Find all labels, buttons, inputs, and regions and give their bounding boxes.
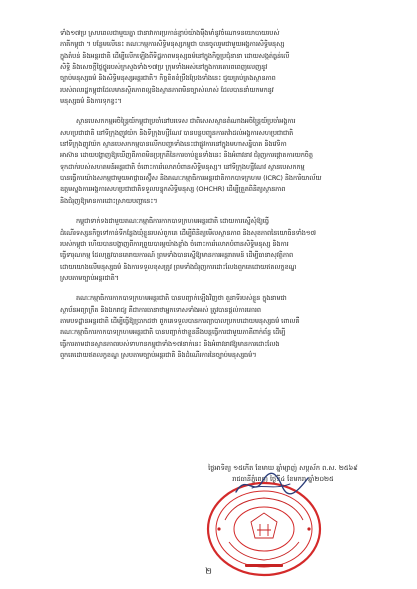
text-line: សិទ្ធិ និងសេចក្ដីថ្លៃថ្នូររបស់ក្រសួងទាំង១៧ប្រ ក្រុមទាំងអស់នៅក្នុងការគោរពពេញលេញនូវ [60,63,268,72]
text-line: ពួកគេដោយឥតលក្ខខណ្ឌ ស្របតាមច្បាប់អន្តរជាតិ និងដំណើរការនៃច្បាប់មនុស្សធម៌។ [60,350,257,359]
text-line: របស់កម្ពុជា ហើយបានបង្ហាញពីការព្រួយបារម្ភយ៉ាងខ្លាំង ចំពោះការរំលោភបំពានសិទ្ធិមនុស្ស និងការ [60,239,289,248]
document-body [60,28,370,370]
text-line: ធ្វើការតាមដានស្ថានភាពរបស់ទាហានកម្ពុជាទាំង១៧នាក់នេះ និងអំពាវនាវឱ្យមានការដោះលែង [60,339,280,348]
text-line: ទុកដាក់របស់សហគមន៍អន្តរជាតិ ចំពោះការរំលោភបំពានសិទ្ធិមនុស្ស។ នៅទីក្រុងហ្សឺណែវ ស្ថានបេសកកម្ម [60,162,305,171]
text-line: ទាំង១៧ប្រ ស្របពេលជាមួយគ្នា ជានាវាការប្រកាន់ខ្ជាប់យ៉ាងមុឹងមាំនូវចំណោទនយោបាយរបស់ [60,29,280,37]
paragraph [60,28,370,107]
text-line: ដោយយោងលើមនុស្សធម៌ និងការទទួលខុសត្រូវ ព្រមទាំងជំរុញការដោះលែងពួកគេដោយឥតលក្ខខណ្ឌ [60,262,297,271]
lunar-date-line: ថ្ងៃអាទិត្យ ១៥កើត ខែមាឃ ឆ្នាំម្សាញ់ សប្ដស័ក ព.ស. ២៥៦៩ [208,464,358,472]
text-line: មនុស្សធម៌ និងការទុកខ្វះ។ [60,97,122,106]
text-line: ធ្វើទារុណកម្ម ដែលត្រូវបានគេរាយការណ៍ ព្រមទាំងបានស្នើឱ្យមានការអន្តរាគមន៍ ដើម្បីធានាសុវត្ថិភាព [60,251,294,260]
text-line: ភាគីកម្ពុជា ។ បន្ថែមលើនេះ គណៈកម្មការសិទ្ធិមនុស្សកម្ពុជា បានចូលរួមជាមួយអង្គការសិទ្ធិមនុស្ស [60,40,285,49]
page-number: ២ [205,567,212,577]
text-line: របស់ពលរដ្ឋកម្ពុជាដែលមានស្ថិតភាពល្អនិងស្ថានភាពមិនច្បាស់លាស់ ដែលបាននាំយកមកនូវ [60,85,274,94]
text-line: គណៈកម្មាធិការកាកបាទក្រហមអន្តរជាតិ បានបញ្ជាក់ថាខ្លួននឹងបន្តធ្វើការជាមួយភាគីពាក់ព័ន្ធ ដើម្បី [60,328,286,337]
text-line: ដំណើរទស្សនកិច្ចទៅកាន់ទីកន្លែងឃុំខ្លួនរបស់ពួកគេ ដើម្បីពិនិត្យមើលស្ថានភាព និងសុខភាពនៃយោធិនទាំង១៧ [60,228,316,237]
text-line: អាស៊ាន ដោយបង្ហាញឱ្យឃើញពីភាពមិនប្រក្រតីនៃការចាប់ខ្លួនទាំងនេះ និងអំពាវនាវ ជំរុញការផ្ដោតការយកចិត្ត [60,151,313,160]
paragraph [60,216,370,284]
paragraph [60,116,370,207]
text-line: ស្ថាប័នអព្យាក្រឹត និងឯករាជ្យ គឺជាការធានាថាអ្នកទោសទាំងអស់ ត្រូវបានផ្ដល់ការគោរព [60,305,261,314]
text-line: តាមបទដ្ឋានអន្តរជាតិ ដើម្បីធ្វើឱ្យប្រាកដថា ពួកគេទទួលបានការព្យាបាលប្រកបដោយមនុស្សធម៌ ពោលគឺ [60,316,300,325]
text-line: ក្នុងតំបន់ និងអន្តរជាតិ ដើម្បីលើកឡើងពីទិដ្ឋភាពមនុស្សធម៌នៅក្នុងកិច្ចប្រជុំនានា ដោយសង្កត់ធ្ងន់លើ [60,51,290,60]
text-line: ច្បាប់មនុស្សធម៌ និងសិទ្ធិមនុស្សអន្តរជាតិ។ កិច្ចខិតខំប្រឹងប្រែងទាំងនេះ ជួយគ្រប់គ្រងស្ថានភាព [60,74,276,83]
text-line: បានធ្វើការយ៉ាងសកម្មជាមួយអាជ្ញាធរស្វ៊ីស និងគណៈកម្មាធិការអន្តរជាតិកាកបាទក្រហម (ICRC) និងការិយាល័យ [60,174,322,183]
text-line: និងជំរុញឱ្យមានការដោះស្រាយបញ្ហានេះ។ [60,196,158,205]
paragraph [60,293,370,361]
signature [232,470,312,500]
text-line: ស្ថានបេសកកម្មអចិន្ត្រៃយ៍កម្ពុជាប្រចាំនៅបរទេស ជាពិសេសស្ថានតំណាងអចិន្ត្រៃយ៍ប្រចាំអង្គការ [76,117,296,126]
text-line: ស្របតាមច្បាប់អន្តរជាតិ។ [60,273,119,282]
text-line: គណៈកម្មាធិការកាកបាទក្រហមអន្តរជាតិ បានបញ្ជាក់ឡើងវិញថា តួនាទីរបស់ខ្លួន ក្នុងនាមជា [76,294,287,303]
text-line: កម្ពុជាទាក់ទងជាមួយគណៈកម្មាធិការកាកបាទក្រហមអន្តរជាតិ ដោយការស្នើសុំឱ្យធ្វើ [76,217,269,226]
text-line: នៅទីក្រុងញូវយ៉ក ស្ថានបេសកកម្មបានលើកបញ្ហាទាំងនេះជាផ្លូវការនៅក្នុងមហាសន្និបាត និងវេទិកា [60,140,287,149]
place-date-line: រាជធានីភ្នំពេញ ថ្ងៃទី៤ ខែមករា ឆ្នាំ២០២៥ [232,475,334,483]
text-line: សហប្រជាជាតិ នៅទីក្រុងញូវយ៉ក និងទីក្រុងហ្សឺណែវ បានបន្តបញ្ជូនការតវ៉ាដល់អង្គការសហប្រជាជាតិ [60,128,294,137]
text-line: ឧត្តមស្នងការអង្គការសហប្រជាជាតិទទួលបន្ទុកសិទ្ធិមនុស្ស (OHCHR) ដើម្បីត្រួតពិនិត្យស្ថានភាព [60,185,286,194]
